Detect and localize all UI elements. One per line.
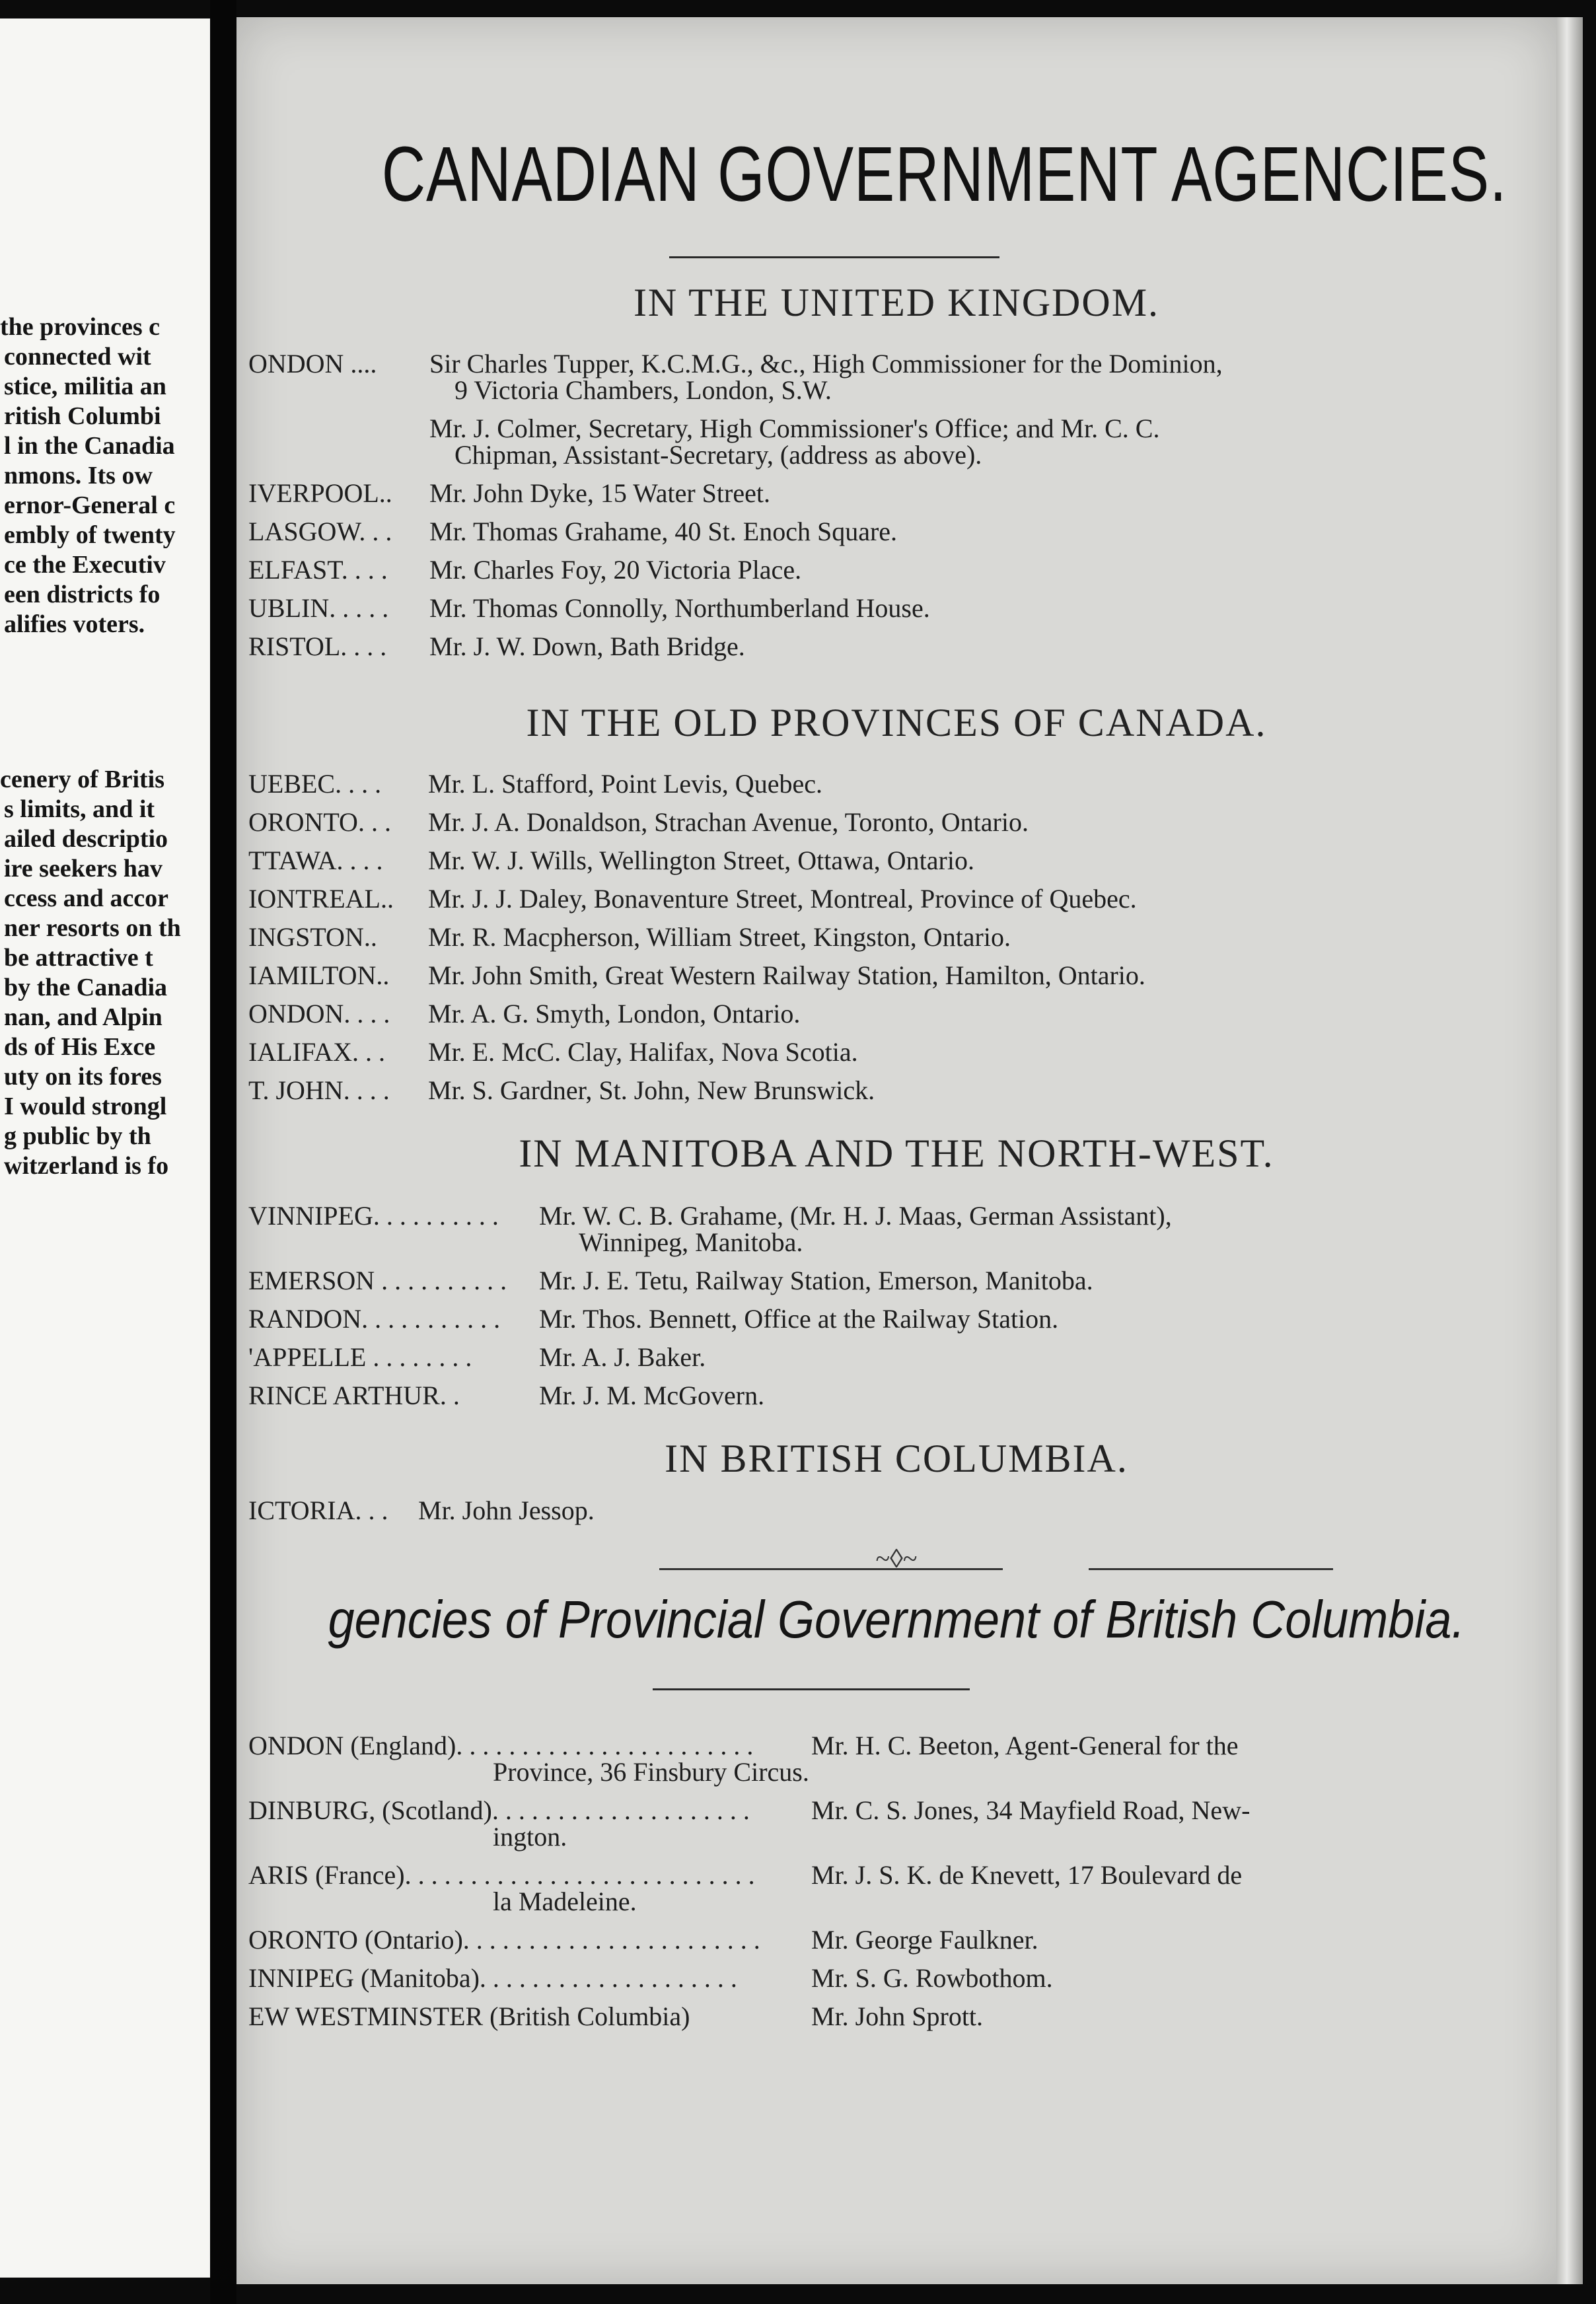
left-page-line: connected wit — [4, 343, 151, 371]
left-page-line: witzerland is fo — [4, 1152, 169, 1180]
left-page-fragment — [0, 18, 210, 2278]
entry-place: ARIS (France). . . . . . . . . . . . . . . . . . . . . . . . . . . — [248, 1860, 755, 1890]
entry-continuation: Chipman, Assistant-Secretary, (address as above). — [454, 440, 982, 470]
page-edge — [1556, 17, 1583, 2284]
entry-place: ORONTO. . . — [248, 807, 391, 837]
left-page-line: cenery of Britis — [0, 766, 165, 793]
entry-place: ONDON. . . . — [248, 999, 390, 1028]
provincial-rule — [653, 1688, 970, 1690]
left-text-block-1 — [0, 312, 210, 639]
entry-text: Mr. H. C. Beeton, Agent-General for the — [811, 1731, 1239, 1760]
page-title: CANADIAN GOVERNMENT AGENCIES. — [381, 131, 1507, 218]
left-page-line: ds of His Exce — [4, 1033, 156, 1061]
entry-place: ELFAST. . . . — [248, 555, 388, 585]
left-page-line: embly of twenty — [4, 521, 176, 549]
entry-place: UBLIN. . . . . — [248, 593, 389, 623]
entry-text: Mr. J. Colmer, Secretary, High Commissioner's Office; and Mr. C. C. — [429, 414, 1160, 443]
left-page-line: the provinces c — [0, 313, 161, 341]
entry-text: Mr. J. J. Daley, Bonaventure Street, Montreal, Province of Quebec. — [428, 884, 1137, 914]
entry-text: Mr. S. Gardner, St. John, New Brunswick. — [428, 1075, 875, 1105]
entry-text: Mr. L. Stafford, Point Levis, Quebec. — [428, 769, 822, 799]
left-page-line: stice, militia an — [4, 373, 166, 400]
entry-place: TTAWA. . . . — [248, 846, 383, 875]
entry-place: EMERSON . . . . . . . . . . — [248, 1266, 507, 1295]
document-page — [236, 17, 1556, 2284]
left-page-line: I would strongl — [4, 1093, 167, 1120]
entry-continuation: la Madeleine. — [493, 1887, 637, 1916]
heading-united-kingdom: IN THE UNITED KINGDOM. — [633, 281, 1160, 324]
entry-place: RISTOL. . . . — [248, 631, 387, 661]
entry-text: Mr. C. S. Jones, 34 Mayfield Road, New- — [811, 1795, 1251, 1825]
entry-text: Mr. W. C. B. Grahame, (Mr. H. J. Maas, German Assistant), — [539, 1201, 1172, 1231]
entry-text: Mr. J. E. Tetu, Railway Station, Emerson, Manitoba. — [539, 1266, 1093, 1295]
entry-text: Mr. E. McC. Clay, Halifax, Nova Scotia. — [428, 1037, 858, 1067]
entry-text: Mr. J. W. Down, Bath Bridge. — [429, 631, 745, 661]
entry-text: Mr. R. Macpherson, William Street, Kingston, Ontario. — [428, 922, 1011, 952]
left-page-line: ccess and accor — [4, 884, 169, 912]
left-page-line: by the Canadia — [4, 974, 168, 1001]
entry-place: ORONTO (Ontario). . . . . . . . . . . . . . . . . . . . . . . — [248, 1925, 760, 1955]
entry-text: Mr. A. G. Smyth, London, Ontario. — [428, 999, 801, 1028]
entry-text: Mr. J. A. Donaldson, Strachan Avenue, Toronto, Ontario. — [428, 807, 1029, 837]
left-page-line: g public by th — [4, 1122, 151, 1150]
left-page-line: be attractive t — [4, 944, 153, 972]
entry-place: T. JOHN. . . . — [248, 1075, 390, 1105]
entry-continuation: Province, 36 Finsbury Circus. — [493, 1757, 809, 1787]
left-page-line: ritish Columbi — [4, 402, 161, 430]
entry-text: Mr. J. S. K. de Knevett, 17 Boulevard de — [811, 1860, 1243, 1890]
entry-text: Mr. John Jessop. — [418, 1495, 595, 1525]
entry-place: INGSTON.. — [248, 922, 377, 952]
entry-place: VINNIPEG. . . . . . . . . . — [248, 1201, 499, 1231]
left-page-line: een districts fo — [4, 581, 161, 608]
entry-text: Mr. W. J. Wills, Wellington Street, Ottawa, Ontario. — [428, 846, 974, 875]
entry-place: IONTREAL.. — [248, 884, 394, 914]
book-binding — [210, 0, 236, 2304]
heading-old-provinces: IN THE OLD PROVINCES OF CANADA. — [526, 701, 1267, 744]
title-rule — [669, 256, 999, 258]
left-page-line: nan, and Alpin — [4, 1003, 163, 1031]
left-page-line: ner resorts on th — [4, 914, 181, 942]
left-page-line: l in the Canadia — [4, 432, 175, 460]
entry-place: RANDON. . . . . . . . . . . — [248, 1304, 501, 1334]
left-page-line: ire seekers hav — [4, 855, 163, 882]
entry-continuation: Winnipeg, Manitoba. — [579, 1227, 803, 1257]
entry-place: DINBURG, (Scotland). . . . . . . . . . . . . . . . . . . . — [248, 1795, 750, 1825]
ornament: ~◊~ — [875, 1544, 918, 1573]
entry-text: Mr. S. G. Rowbothom. — [811, 1963, 1053, 1993]
entry-place: IALIFAX. . . — [248, 1037, 386, 1067]
entry-place: ICTORIA. . . — [248, 1495, 388, 1525]
left-text-block-2 — [0, 765, 210, 1181]
entry-place: IVERPOOL.. — [248, 478, 392, 508]
entry-place: IAMILTON.. — [248, 960, 390, 990]
entry-text: Mr. John Dyke, 15 Water Street. — [429, 478, 770, 508]
entry-text: Mr. Thos. Bennett, Office at the Railway Station. — [539, 1304, 1059, 1334]
entry-place: EW WESTMINSTER (British Columbia) — [248, 2001, 690, 2031]
entry-place: ONDON .... — [248, 349, 377, 378]
heading-british-columbia: IN BRITISH COLUMBIA. — [665, 1437, 1128, 1480]
left-page-line: alifies voters. — [4, 610, 145, 638]
entry-text: Mr. John Smith, Great Western Railway Station, Hamilton, Ontario. — [428, 960, 1145, 990]
entry-place: UEBEC. . . . — [248, 769, 382, 799]
entry-continuation: ington. — [493, 1822, 567, 1852]
entry-place: LASGOW. . . — [248, 517, 392, 546]
entry-place: RINCE ARTHUR. . — [248, 1381, 460, 1410]
left-page-line: ailed descriptio — [4, 825, 168, 853]
left-page-line: nmons. Its ow — [4, 462, 153, 489]
heading-manitoba: IN MANITOBA AND THE NORTH-WEST. — [519, 1132, 1274, 1175]
entry-continuation: 9 Victoria Chambers, London, S.W. — [454, 375, 832, 405]
left-page-line: s limits, and it — [4, 795, 155, 823]
entry-text: Mr. George Faulkner. — [811, 1925, 1038, 1955]
entry-place: INNIPEG (Manitoba). . . . . . . . . . . . . . . . . . . . — [248, 1963, 737, 1993]
entry-place: ONDON (England). . . . . . . . . . . . . . . . . . . . . . . — [248, 1731, 754, 1760]
heading-provincial-agencies: gencies of Provincial Government of British Columbia. — [328, 1590, 1465, 1649]
entry-text: Mr. Thomas Connolly, Northumberland House. — [429, 593, 930, 623]
entry-text: Sir Charles Tupper, K.C.M.G., &c., High Commissioner for the Dominion, — [429, 349, 1223, 378]
left-page-line: uty on its fores — [4, 1063, 162, 1091]
entry-text: Mr. John Sprott. — [811, 2001, 984, 2031]
left-page-line: ce the Executiv — [4, 551, 166, 579]
entry-text: Mr. Charles Foy, 20 Victoria Place. — [429, 555, 802, 585]
entry-text: Mr. Thomas Grahame, 40 St. Enoch Square. — [429, 517, 898, 546]
left-page-line: ernor-General c — [4, 491, 176, 519]
entry-place: 'APPELLE . . . . . . . . — [248, 1342, 472, 1372]
entry-text: Mr. J. M. McGovern. — [539, 1381, 765, 1410]
entry-text: Mr. A. J. Baker. — [539, 1342, 706, 1372]
